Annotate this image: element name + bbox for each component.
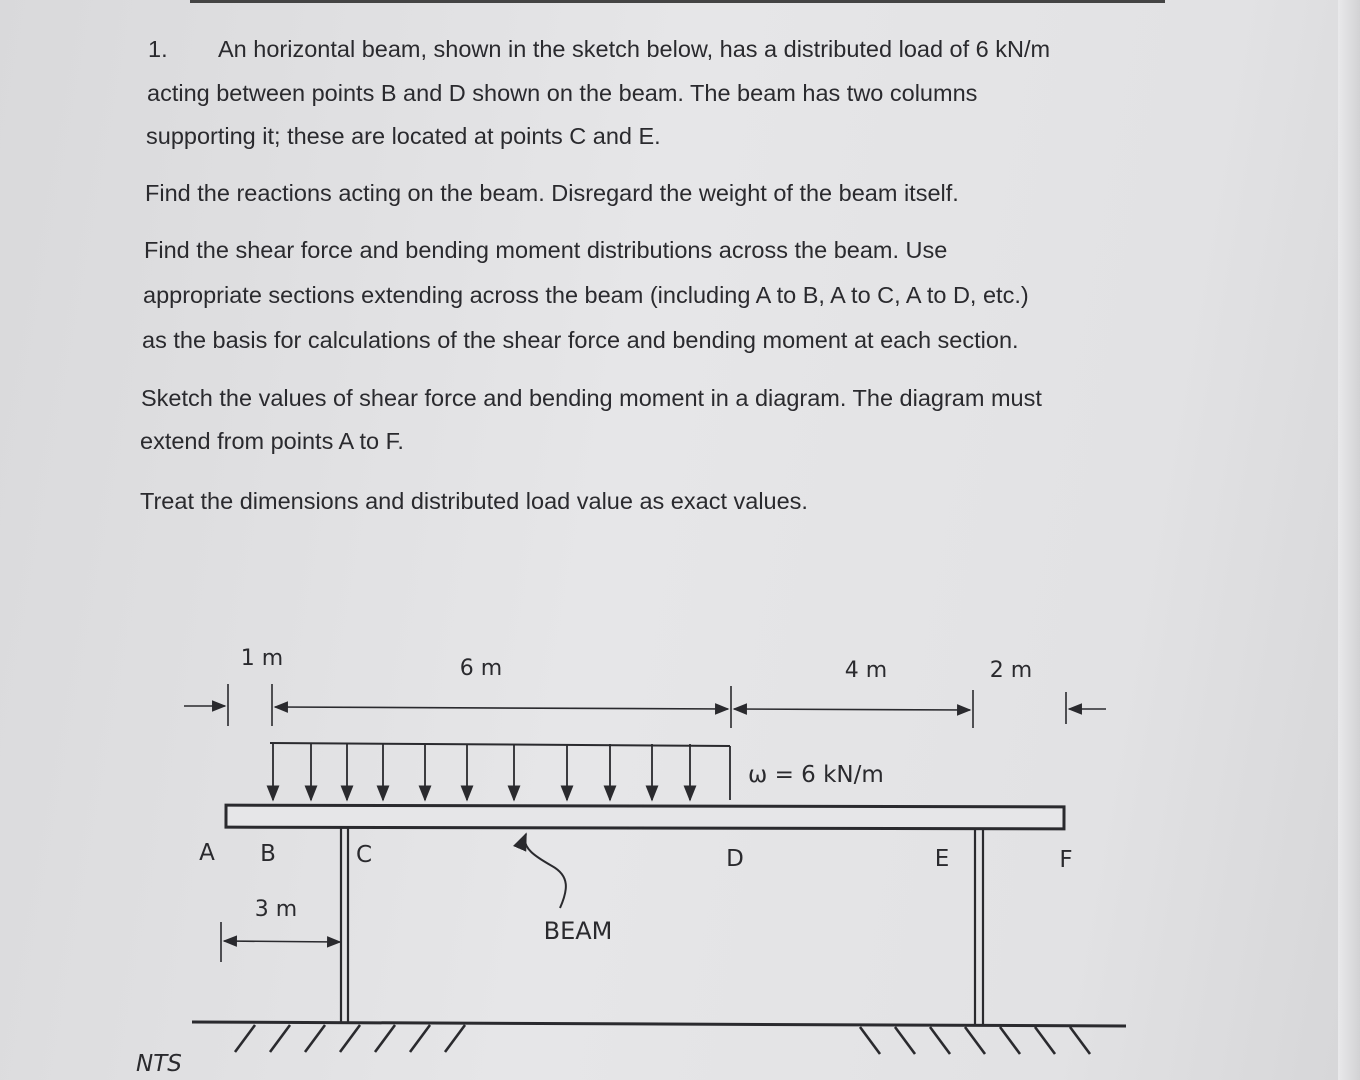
problem-line-3: supporting it; these are located at points C and E. [146, 123, 661, 149]
instruction-shear-line-2: appropriate sections extending across the beam (including A to B, A to C, A to D, etc.) [143, 282, 1029, 308]
point-label-e: E [934, 846, 950, 872]
instruction-sketch-line-1: Sketch the values of shear force and bending moment in a diagram. The diagram must [141, 385, 1042, 411]
point-label-f: F [1059, 847, 1073, 873]
ground-hatch [340, 1025, 360, 1052]
instruction-exact-values: Treat the dimensions and distributed load value as exact values. [140, 488, 808, 514]
dimension-ef [1066, 692, 1106, 724]
column-e [975, 830, 983, 1024]
column-c [341, 828, 348, 1022]
beam [226, 805, 1064, 829]
instruction-reactions: Find the reactions acting on the beam. Disregard the weight of the beam itself. [145, 180, 959, 206]
beam-label: BEAM [543, 917, 613, 945]
instruction-shear-line-1: Find the shear force and bending moment distributions across the beam. Use [144, 237, 948, 263]
point-label-c: C [355, 842, 373, 868]
ground-hatch [1070, 1027, 1090, 1054]
dimension-de [734, 690, 973, 728]
ground-hatch [270, 1025, 290, 1052]
dim-label-bd: 6 m [459, 656, 503, 681]
ground-hatch [375, 1025, 395, 1052]
distributed-load [270, 743, 730, 800]
ground-hatch [445, 1025, 465, 1052]
ground-hatch [895, 1027, 915, 1054]
dim-label-ef: 2 m [989, 658, 1033, 683]
dimension-ac [221, 922, 340, 962]
dimension-bd [275, 686, 731, 728]
beam-leader-arrow [525, 834, 566, 908]
point-label-a: A [199, 840, 215, 866]
ground-hatch [1035, 1027, 1055, 1054]
ground-hatch [305, 1025, 325, 1052]
ground-hatch [930, 1027, 950, 1054]
ground [192, 1022, 1126, 1054]
problem-line-2: acting between points B and D shown on the beam. The beam has two columns [147, 80, 978, 106]
nts-note: NTS [136, 1051, 182, 1077]
dim-label-de: 4 m [844, 658, 888, 683]
dimension-ab [184, 684, 272, 726]
ground-hatch [860, 1027, 880, 1054]
ground-hatch [965, 1027, 985, 1054]
instruction-sketch-line-2: extend from points A to F. [140, 428, 404, 454]
dim-label-ac: 3 m [254, 897, 298, 922]
instruction-shear-line-3: as the basis for calculations of the shear force and bending moment at each section. [142, 327, 1019, 353]
problem-number: 1. [148, 36, 168, 62]
ground-hatch [235, 1025, 255, 1052]
point-label-b: B [260, 841, 276, 867]
ground-hatch [1000, 1027, 1020, 1054]
ground-hatch [410, 1025, 430, 1052]
load-label: ω = 6 kN/m [748, 762, 884, 788]
point-label-d: D [726, 846, 744, 872]
dim-label-ab: 1 m [240, 646, 284, 671]
problem-line-1: An horizontal beam, shown in the sketch below, has a distributed load of 6 kN/m [218, 36, 1051, 62]
